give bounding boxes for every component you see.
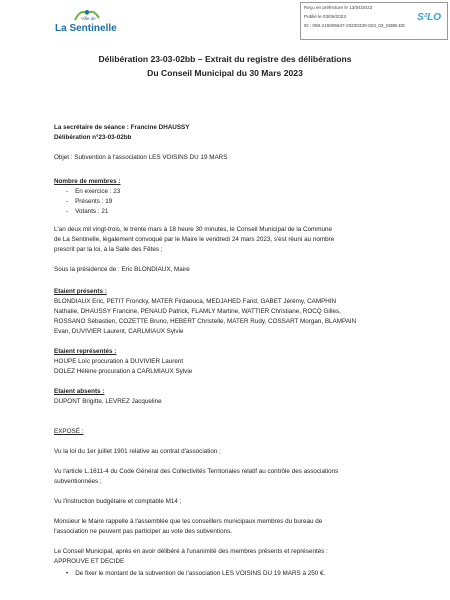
expose-p5b: APPROUVE ET DECIDE bbox=[54, 558, 125, 565]
intro-line: L'an deux mil vingt-trois, le trente mars à 18 heure 30 minutes, le Conseil Municipal de la Commune bbox=[54, 226, 333, 233]
membres-heading: Nombre de membres : bbox=[54, 178, 121, 185]
stamp-id: ID : 059-215905647-20230330-023_03_02BB-DE bbox=[304, 23, 406, 28]
presents-line: BLONDIAUX Eric, PETIT Froncky, MATER Firdaouca, MEDJAHED Farid, GABET Jérémy, CAMPHIN bbox=[54, 298, 337, 305]
prefecture-stamp bbox=[300, 2, 448, 40]
title-line-2: Du Conseil Municipal du 30 Mars 2023 bbox=[147, 68, 303, 78]
expose-p5a: Le Conseil Municipal, après en avoir délibéré à l'unanimité des membres présents et représentés : bbox=[54, 548, 328, 555]
expose-heading: EXPOSÉ : bbox=[54, 428, 84, 435]
representes-heading: Etaient représentés : bbox=[54, 348, 117, 355]
representes-line: HOUPE Loïc procuration à DUVIVIER Laurent bbox=[54, 358, 184, 365]
presidence: Sous la présidence de : Eric BLONDIAUX, Maire bbox=[54, 266, 190, 273]
presents-line: Nathalie, DHAUSSY Francine, PENAUD Patrick, FLAMLY Martine, WATTIER Christiane, ROCQ Gilles, bbox=[54, 308, 341, 315]
expose-p2b: subventionnées ; bbox=[54, 478, 102, 485]
expose-p1: Vu la loi du 1er juillet 1901 relative au contrat d'association ; bbox=[54, 448, 221, 455]
stamp-published: Publié le 03/05/2023 bbox=[304, 14, 346, 19]
membres-item: - En exercice : 23 bbox=[66, 188, 121, 195]
municipality-logo bbox=[55, 6, 127, 40]
presents-line: ROSSANO Sébastien, COZETTE Bruno, HEBERT Christelle, MATER Rudy, COSSART Morgan, BLAMPAIN bbox=[54, 318, 357, 325]
title-line-1: Délibération 23-03-02bb – Extrait du registre des délibérations bbox=[98, 54, 352, 64]
membres-item: - Votants : 21 bbox=[66, 208, 109, 215]
stamp-received: Reçu en préfecture le 13/04/2023 bbox=[304, 5, 373, 10]
expose-p4b: l'association ne peuvent pas participer au vote des subventions. bbox=[54, 528, 232, 535]
presents-heading: Etaient présents : bbox=[54, 288, 107, 295]
membres-item: - Présents : 19 bbox=[66, 198, 113, 205]
intro-line: de La Sentinelle, légalement convoqué par le Maire le vendredi 24 mars 2023, s'est réuni au nombre bbox=[54, 236, 335, 243]
representes-line: DOLEZ Hélène procuration à CARLMIAUX Sylvie bbox=[54, 368, 193, 375]
expose-p4a: Monsieur le Maire rappelle à l'assemblée que les conseillers municipaux membres du bureau de bbox=[54, 518, 323, 525]
stamp-brand: S²LO bbox=[417, 12, 441, 23]
intro-line: prescrit par la loi, à la Salle des Fêtes ; bbox=[54, 246, 163, 253]
expose-p6: • De fixer le montant de la subvention de l'association LES VOISINS DU 19 MARS à 250 €. bbox=[66, 570, 326, 577]
absents-heading: Etaient absents : bbox=[54, 388, 105, 395]
absents-line: DUPONT Brigitte, LEVREZ Jacqueline bbox=[54, 398, 162, 405]
presents-line: Evan, DUVIVIER Laurent, CARLMIAUX Sylvie bbox=[54, 328, 184, 335]
objet: Objet : Subvention à l'association LES VOISINS DU 19 MARS bbox=[54, 154, 228, 161]
expose-p3: Vu l'instruction budgétaire et comptable M14 ; bbox=[54, 498, 182, 505]
logo-subtitle: Ville de bbox=[81, 16, 96, 21]
deliberation-number: Délibération n°23-03-02bb bbox=[54, 134, 132, 141]
logo-title: La Sentinelle bbox=[55, 23, 117, 34]
expose-p2a: Vu l'article L.1611-4 du Code Général des Collectivités Territoriales relatif au contrôle des associations bbox=[54, 468, 339, 475]
secretaire: La secrétaire de séance : Francine DHAUSSY bbox=[54, 124, 190, 131]
